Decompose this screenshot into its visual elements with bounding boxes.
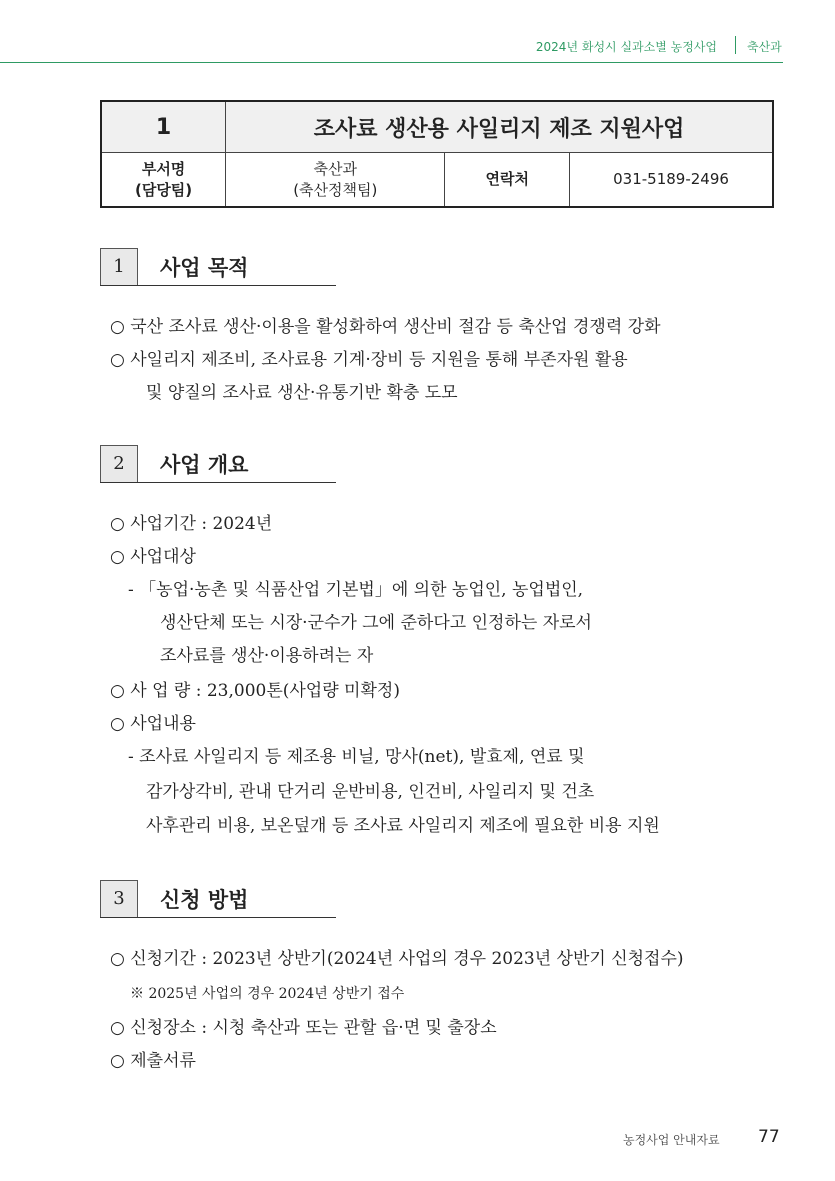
section-number: 3 bbox=[100, 880, 138, 918]
dept-label bbox=[101, 153, 226, 208]
section2-line: ○ 사업대상 bbox=[110, 547, 196, 567]
project-title-row bbox=[101, 101, 773, 153]
dept-value-line1: 축산과 bbox=[313, 159, 358, 178]
section1-line: 및 양질의 조사료 생산·유통기반 확충 도모 bbox=[146, 383, 458, 403]
dept-value bbox=[226, 153, 445, 208]
header-title: 2024년 화성시 실과소별 농정사업 bbox=[535, 40, 717, 54]
contact-label: 연락처 bbox=[445, 153, 570, 208]
section-underline bbox=[100, 482, 336, 483]
project-number: 1 bbox=[101, 101, 226, 153]
section2-line: 감가상각비, 관내 단거리 운반비용, 인건비, 사일리지 및 건초 bbox=[146, 782, 595, 802]
project-info-table bbox=[100, 100, 774, 208]
section-title: 사업 목적 bbox=[160, 256, 249, 280]
project-title: 조사료 생산용 사일리지 제조 지원사업 bbox=[226, 101, 773, 153]
section2-line: ○ 사업기간 : 2024년 bbox=[110, 514, 273, 534]
section-number: 2 bbox=[100, 445, 138, 483]
page-number: 77 bbox=[758, 1127, 780, 1147]
header-dept: 축산과 bbox=[747, 40, 782, 54]
section-underline bbox=[100, 917, 336, 918]
section2-line: - 「농업·농촌 및 식품산업 기본법」에 의한 농업인, 농업법인, bbox=[128, 580, 584, 600]
project-dept-row bbox=[101, 153, 773, 208]
section-heading-2 bbox=[100, 445, 340, 483]
section-number: 1 bbox=[100, 248, 138, 286]
section2-line: ○ 사업내용 bbox=[110, 714, 196, 734]
header-separator bbox=[735, 36, 736, 54]
section3-line: ○ 제출서류 bbox=[110, 1051, 196, 1071]
section1-line: ○ 사일리지 제조비, 조사료용 기계·장비 등 지원을 통해 부존자원 활용 bbox=[110, 350, 628, 370]
section1-line: ○ 국산 조사료 생산·이용을 활성화하여 생산비 절감 등 축산업 경쟁력 강화 bbox=[110, 317, 661, 337]
section-heading-3 bbox=[100, 880, 340, 918]
section-heading-1 bbox=[100, 248, 340, 286]
footer-text: 농정사업 안내자료 bbox=[623, 1133, 720, 1147]
section2-line: ○ 사 업 량 : 23,000톤(사업량 미확정) bbox=[110, 681, 400, 701]
section3-line: ○ 신청기간 : 2023년 상반기(2024년 사업의 경우 2023년 상반기 신청접수) bbox=[110, 949, 684, 969]
section2-line: 사후관리 비용, 보온덮개 등 조사료 사일리지 제조에 필요한 비용 지원 bbox=[146, 816, 660, 836]
section-title: 사업 개요 bbox=[160, 453, 249, 477]
contact-value: 031-5189-2496 bbox=[570, 153, 773, 208]
header-rule bbox=[0, 62, 783, 63]
dept-label-line1: 부서명 bbox=[141, 159, 186, 178]
section2-line: 생산단체 또는 시장·군수가 그에 준하다고 인정하는 자로서 bbox=[160, 613, 592, 633]
section3-line: ○ 신청장소 : 시청 축산과 또는 관할 읍·면 및 출장소 bbox=[110, 1018, 497, 1038]
section-title: 신청 방법 bbox=[160, 888, 249, 912]
section2-line: - 조사료 사일리지 등 제조용 비닐, 망사(net), 발효제, 연료 및 bbox=[128, 747, 585, 767]
dept-value-line2: (축산정책팀) bbox=[293, 180, 378, 199]
section2-line: 조사료를 생산·이용하려는 자 bbox=[160, 646, 374, 666]
section3-note: ※ 2025년 사업의 경우 2024년 상반기 접수 bbox=[130, 986, 405, 1002]
page-header bbox=[0, 34, 835, 62]
section-underline bbox=[100, 285, 336, 286]
dept-label-line2: (담당팀) bbox=[134, 180, 193, 199]
